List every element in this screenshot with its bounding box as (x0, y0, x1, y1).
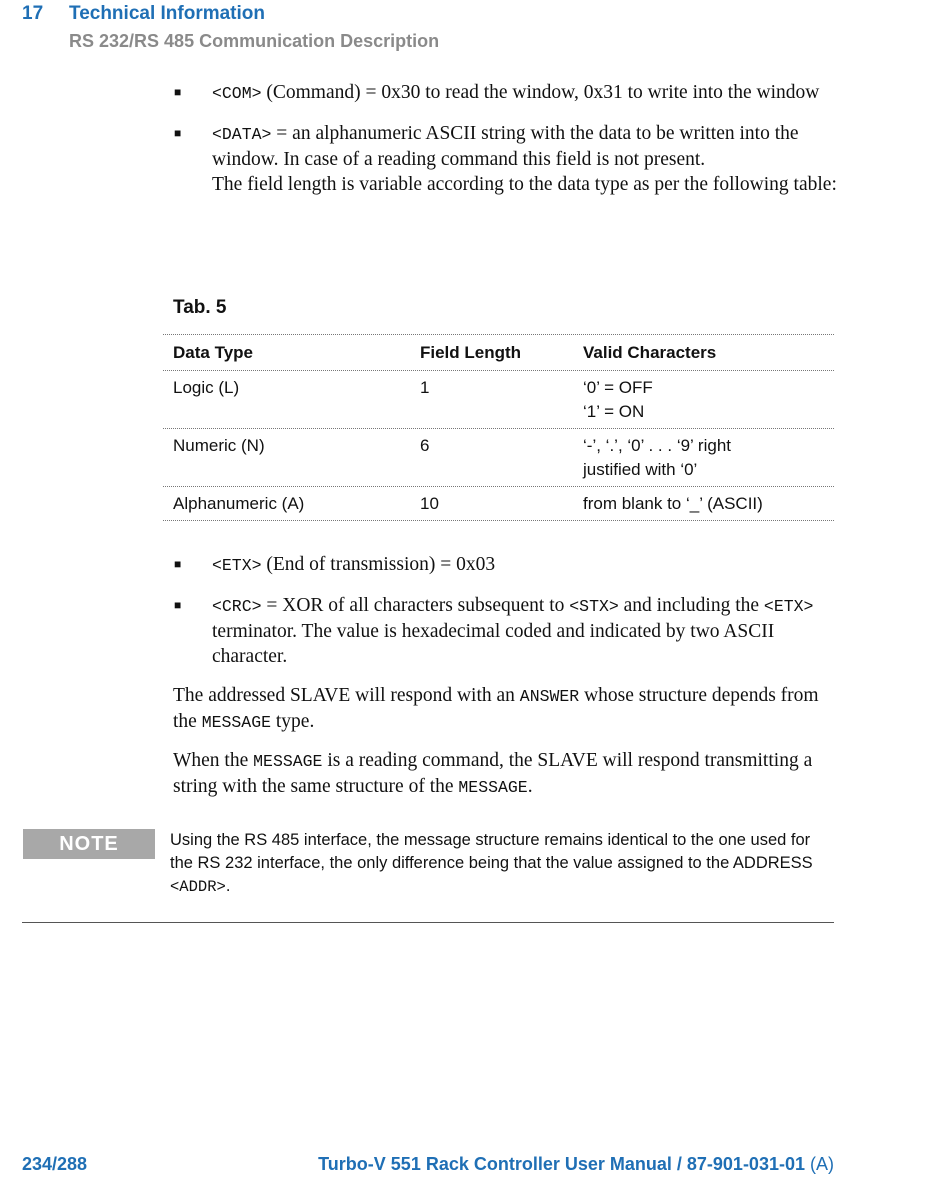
code-data: <DATA> (212, 125, 272, 144)
bullet-text (212, 121, 837, 197)
table-row (163, 486, 834, 521)
table-row (163, 428, 834, 486)
cell-type: Alphanumeric (A) (173, 494, 305, 513)
header-valid-characters (583, 335, 733, 370)
cell-valid-line: justified with ‘0’ (583, 460, 698, 479)
bullet-data (172, 121, 837, 197)
bullet-etx (172, 552, 837, 578)
code-answer: ANSWER (519, 687, 580, 706)
cell-length: 6 (420, 436, 430, 455)
cell-valid-line: ‘1’ = ON (583, 402, 645, 421)
note-text (170, 829, 830, 899)
cell-valid-line: ‘-’, ‘.’, ‘0’ . . . ‘9’ right (583, 436, 731, 455)
para-text: When the (173, 750, 254, 771)
cell-type: Numeric (N) (173, 436, 265, 455)
code-addr: <ADDR> (170, 878, 226, 896)
bullet-etx-text: (End of transmission) = 0x03 (261, 554, 496, 575)
para-text: . (527, 776, 533, 797)
code-message: MESSAGE (253, 752, 323, 771)
code-etx: <ETX> (763, 597, 814, 616)
bullet-crc-text: terminator. The value is hexadecimal coded and indicated by two ASCII character. (212, 621, 775, 667)
header-field-length: Field Length (420, 343, 522, 362)
manual-title-text: Turbo-V 551 Rack Controller User Manual / 87-901-031-01 (318, 1154, 805, 1174)
cell-valid (583, 429, 834, 486)
header-valid-text: Valid Characters (583, 343, 717, 362)
code-etx: <ETX> (212, 556, 262, 575)
paragraph-reading (173, 748, 838, 800)
cell-valid (583, 487, 834, 520)
divider (22, 922, 834, 923)
cell-valid (583, 371, 834, 428)
header-data-type: Data Type (173, 343, 253, 362)
bullet-text (212, 80, 837, 106)
table-header-row (163, 334, 834, 370)
bullet-com-text: (Command) = 0x30 to read the window, 0x31 to write into the window (261, 82, 820, 103)
cell-valid-line: from blank to ‘_’ (ASCII) (583, 494, 763, 513)
para-text: The addressed SLAVE will respond with an (173, 685, 520, 706)
page-header (22, 3, 439, 52)
revision: (A) (810, 1154, 834, 1174)
chapter-heading (22, 3, 439, 25)
chapter-number: 17 (22, 3, 44, 24)
data-type-table (163, 334, 834, 521)
bullet-data-text: = an alphanumeric ASCII string with the data to be written into the window. In case of a reading command this field is not present. (212, 123, 799, 170)
bullet-com (172, 80, 837, 106)
manual-title (318, 1154, 834, 1175)
chapter-title: Technical Information (69, 3, 266, 24)
cell-length: 1 (420, 378, 430, 397)
bullet-data-text2: The field length is variable according to the data type as per the following table: (212, 174, 837, 195)
note-body: Using the RS 485 interface, the message structure remains identical to the one used for the RS 232 interface, the only difference being that the value assigned to the ADDRESS (170, 831, 813, 872)
bullet-list-top (172, 80, 837, 212)
bullet-marker: ■ (174, 85, 182, 99)
note-suffix: . (225, 877, 231, 895)
para-text: type. (271, 711, 315, 732)
page-number: 234/288 (22, 1154, 88, 1174)
code-stx: <STX> (569, 597, 619, 616)
code-message: MESSAGE (201, 713, 272, 732)
cell-length: 10 (420, 494, 439, 513)
bullet-crc (172, 593, 837, 669)
section-title: RS 232/RS 485 Communication Description (69, 31, 440, 51)
bullet-text (212, 593, 837, 669)
code-crc: <CRC> (212, 597, 262, 616)
note-badge: NOTE (23, 829, 155, 859)
table-row (163, 370, 834, 428)
bullet-crc-text: and including the (618, 595, 764, 616)
bullet-marker: ■ (174, 557, 182, 571)
paragraph-answer (173, 683, 838, 735)
para-text: whose structure depends from the (173, 685, 819, 732)
bullet-text (212, 552, 837, 578)
cell-valid-line: ‘0’ = OFF (583, 378, 653, 397)
code-com: <COM> (212, 84, 262, 103)
bullet-marker: ■ (174, 598, 182, 612)
bullet-crc-text: = XOR of all characters subsequent to (261, 595, 570, 616)
code-message: MESSAGE (458, 778, 528, 797)
table-caption: Tab. 5 (173, 297, 227, 318)
bullet-list-bottom (172, 552, 837, 684)
cell-type: Logic (L) (173, 378, 240, 397)
para-text: is a reading command, the SLAVE will respond transmitting a string with the same structure of the (173, 750, 813, 797)
bullet-marker: ■ (174, 126, 182, 140)
